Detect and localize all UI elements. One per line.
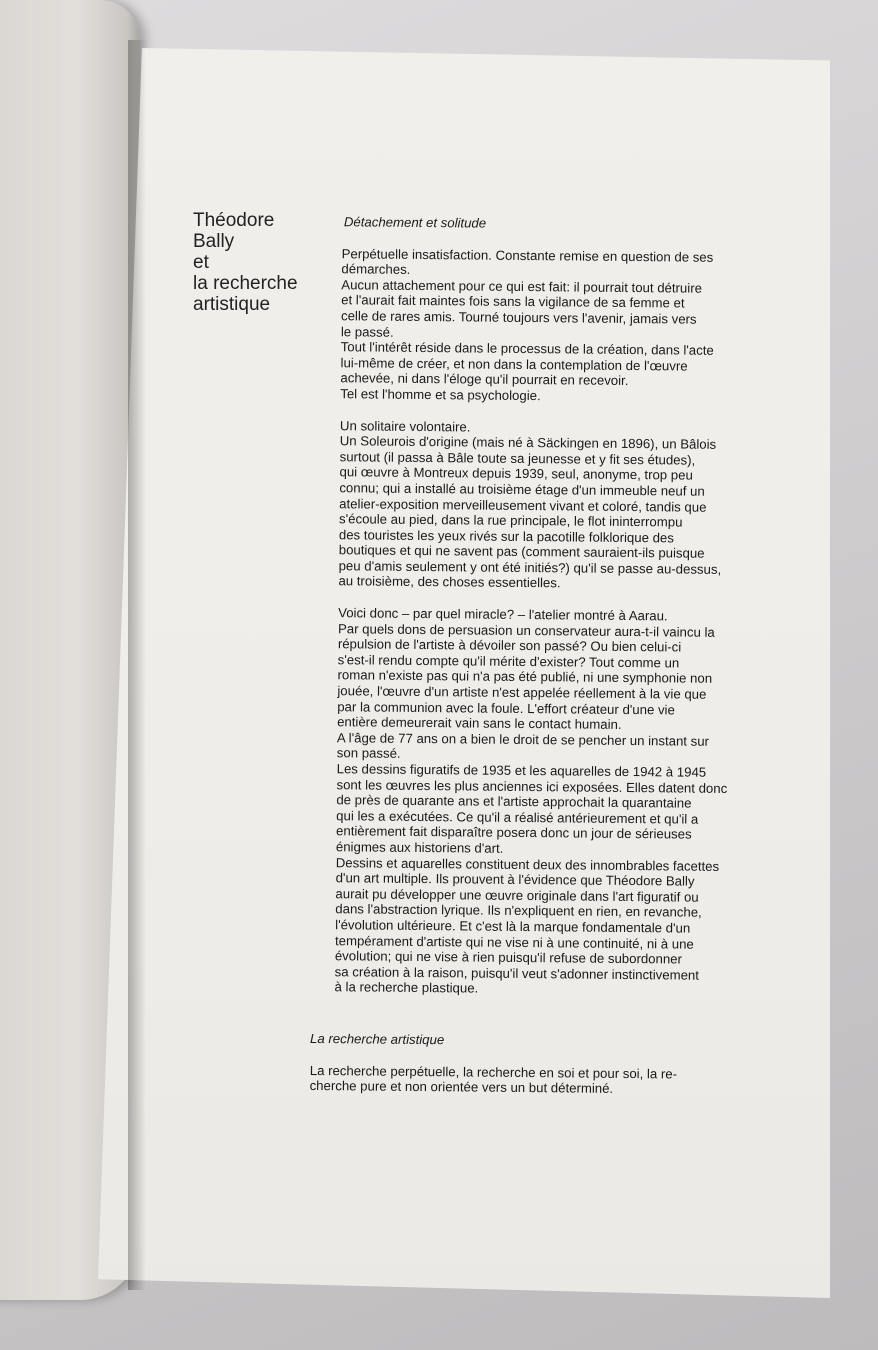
text-line: sont les œuvres les plus anciennes ici exposées. Elles datent donc (336, 776, 728, 796)
text-line: des touristes les yeux rivés sur la pacotille folklorique des (338, 526, 674, 546)
text-line: énigmes aux historiens d'art. (335, 839, 504, 856)
section-recherche (310, 1062, 758, 1097)
text-line: Perpétuelle insatisfaction. Constante remise en question de ses (341, 245, 714, 265)
text-line: A l'âge de 77 ans on a bien le droit de se pencher un instant sur (336, 730, 710, 749)
text-line: connu; qui a installé au troisième étage d'un immeuble neuf un (339, 480, 705, 499)
text-line: et l'aurait fait maintes fois sans la vigilance de sa femme et (341, 292, 685, 311)
text-line: peu d'amis seulement y ont été initiés?) qu'il se passe au-dessus, (338, 558, 722, 577)
text-line: Tout l'intérêt réside dans le processus de la création, dans l'acte (340, 339, 714, 358)
text-line: aurait pu développer une œuvre originale dans l'art figuratif ou (335, 885, 699, 905)
text-line: sa création à la raison, puisqu'il veut s'adonner instinctivement (334, 963, 700, 983)
text-line: La recherche perpétuelle, la recherche en soi et pour soi, la re- (309, 1062, 678, 1081)
text-line: dans l'abstraction lyrique. Ils n'expliquent en rien, en revanche, (335, 901, 702, 921)
side-title-line: Théodore (193, 210, 275, 231)
text-line: son passé. (336, 745, 401, 762)
text-line: évolution; qui ne vise à rien puisqu'il refuse de subordonner (334, 948, 683, 967)
text-line: démarches. (341, 261, 411, 278)
text-line: atelier-exposition merveilleusement vivant et coloré, tandis que (339, 495, 707, 515)
side-title-line: et (193, 252, 209, 273)
text-line: celle de rares amis. Tourné toujours vers l'avenir, jamais vers (340, 308, 697, 327)
text-line: Voici donc – par quel miracle? – l'atelier montré à Aarau. (338, 605, 668, 624)
section-detachement (311, 246, 766, 1000)
text-line: surtout (il passa à Bâle toute sa jeunesse et y fit ses études), (339, 448, 696, 468)
text-line: d'un art multiple. Ils prouvent à l'évidence que Théodore Bally (335, 870, 695, 889)
text-line: qui œuvre à Montreux depuis 1939, seul, anonyme, trop peu (339, 464, 693, 483)
side-title-line: Bally (193, 231, 235, 252)
text-line: Aucun attachement pour ce qui est fait: il pourrait tout détruire (341, 277, 703, 296)
text-line: boutiques et qui ne savent pas (comment sauraient-ils puisque (338, 542, 705, 562)
text-line: par la communion avec la foule. L'effort créateur d'une vie (337, 698, 675, 718)
text-line: lui-même de créer, et non dans la contemplation de l'œuvre (340, 354, 688, 374)
section-heading: Détachement et solitude (343, 214, 487, 231)
text-line: jouée, l'œuvre d'un artiste n'est appelée réellement à la vie que (337, 683, 707, 702)
side-title (193, 210, 333, 315)
book-spine-shadow (128, 40, 146, 1290)
section-heading: La recherche artistique (310, 1030, 445, 1048)
text-line: l'évolution ultérieure. Et c'est là la marque fondamentale d'un (335, 917, 691, 936)
text-line: entière demeurerait vain sans le contact humain. (337, 714, 622, 733)
text-line: Tel est l'homme et sa psychologie. (340, 386, 541, 404)
text-line: Dessins et aquarelles constituent deux des innombrables facettes (335, 854, 720, 874)
text-line: Par quels dons de persuasion un conservateur aura-t-il vaincu la (337, 620, 715, 640)
text-line: s'écoule au pied, dans la rue principale, le flot ininterrompu (339, 511, 683, 530)
side-title-line: la recherche (193, 273, 298, 294)
text-line: tempérament d'artiste qui ne vise ni à une continuité, ni à une (334, 932, 694, 952)
text-line: Les dessins figuratifs de 1935 et les aquarelles de 1942 à 1945 (336, 761, 707, 780)
text-line: à la recherche plastique. (334, 979, 479, 996)
text-line: achevée, ni dans l'éloge qu'il pourrait en recevoir. (340, 370, 629, 389)
text-line: le passé. (340, 323, 394, 340)
side-title-line: artistique (193, 294, 271, 315)
text-line: s'est-il rendu compte qu'il mérite d'exister? Tout comme un (337, 652, 680, 671)
text-line: répulsion de l'artiste à dévoiler son passé? Ou bien celui-ci (337, 636, 682, 655)
text-line: Un Soleurois d'origine (mais né à Säckingen en 1896), un Bâlois (339, 433, 717, 452)
text-line: de près de quarante ans et l'artiste approchait la quarantaine (336, 792, 692, 811)
body-column (310, 214, 766, 1098)
text-line: entièrement fait disparaître posera donc un jour de sérieuses (336, 823, 692, 842)
text-line: Un solitaire volontaire. (339, 417, 471, 435)
text-line: cherche pure et non orientée vers un but déterminé. (309, 1078, 614, 1096)
text-line: roman n'existe pas qui n'a pas été publié, ni une symphonie non (337, 667, 713, 687)
text-line: qui les a exécutées. Ce qu'il a réalisé antérieurement et qu'il a (336, 807, 699, 827)
text-line: au troisième, des choses essentielles. (338, 573, 561, 591)
